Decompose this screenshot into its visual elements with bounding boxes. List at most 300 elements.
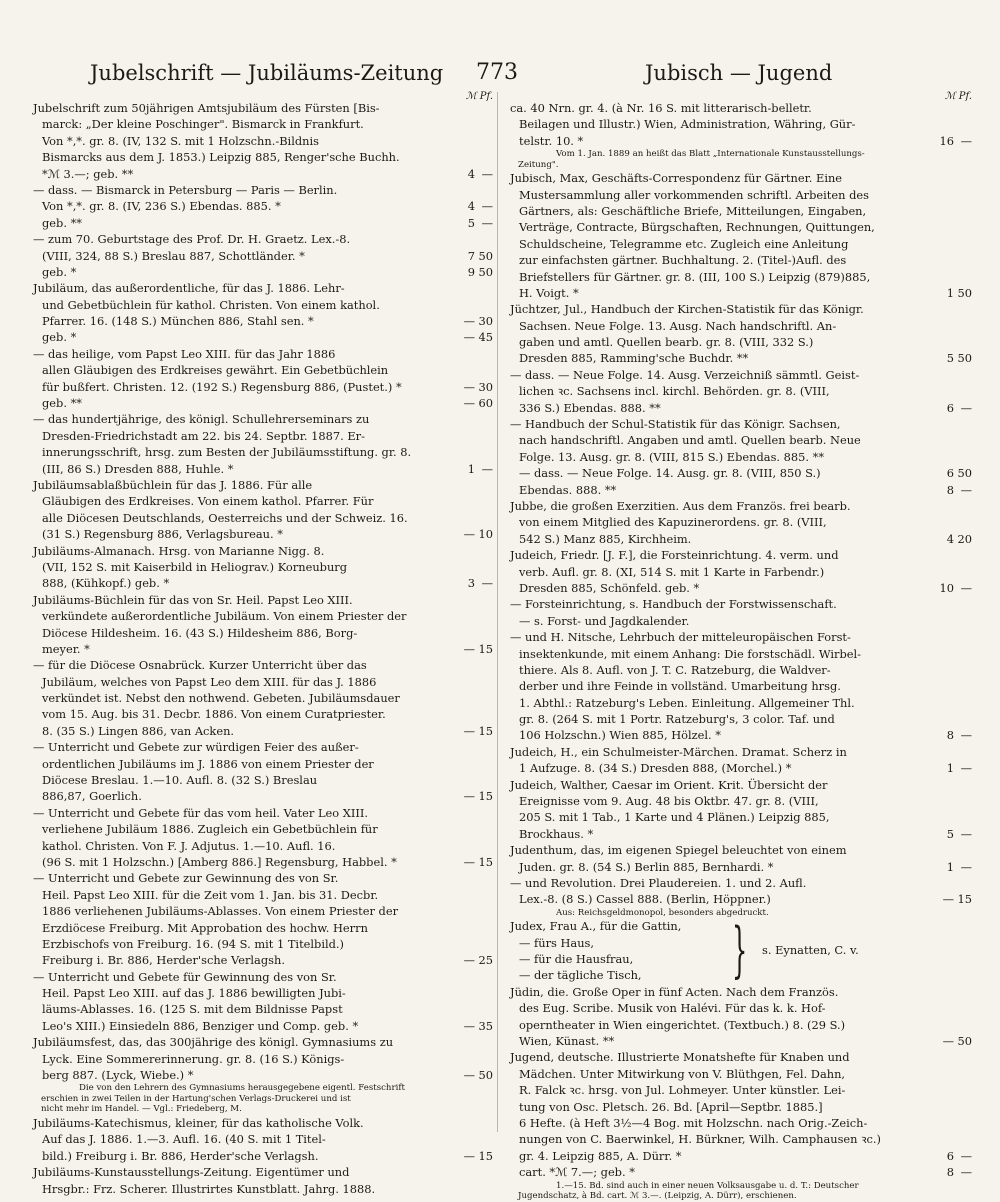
entry-line: [510, 350, 972, 366]
entry-text: (VII, 152 S. mit Kaiserbild in Heliograv.) Korneuburg: [42, 559, 348, 574]
entry-text: Gläubigen des Erdkreises. Von einem kathol. Pfarrer. Für: [42, 494, 374, 509]
entry-line: [510, 1066, 972, 1082]
entry-text: Erzbischofs von Freiburg. 16. (94 S. mit 1 Titelbild.): [42, 936, 344, 951]
entry-line: [33, 526, 493, 542]
price-pfennig: —: [960, 133, 972, 148]
entry-text: verliehene Jubiläum 1886. Zugleich ein Gebetbüchlein für: [42, 822, 378, 837]
entry-text: Erzdiöcese Freiburg. Mit Approbation des hochw. Herrn: [42, 920, 368, 935]
price-mark: —: [463, 953, 475, 968]
entry-text: — Unterricht und Gebete zur würdigen Feier des außer-: [33, 740, 359, 755]
entry-text: Ebendas. 888. **: [519, 482, 617, 497]
price-mark: —: [463, 396, 475, 411]
price-pfennig: 15: [478, 723, 493, 738]
entry-line: [33, 723, 493, 739]
entry-line: [510, 711, 972, 727]
entry-line: [510, 1049, 972, 1065]
entry-line: [510, 1148, 972, 1164]
entry-line: [33, 280, 493, 296]
entry-line: [510, 1115, 972, 1131]
entry-line: [510, 547, 972, 563]
price-pfennig: 15: [478, 641, 493, 656]
entry-text: Diöcese Hildesheim. 16. (43 S.) Hildesheim 886, Borg-: [42, 625, 358, 640]
entry-text: Jubiläumsfest, das, das 300jährige des königl. Gymnasiums zu: [33, 1035, 394, 1050]
entry-text: Leo's XIII.) Einsiedeln 886, Benziger und Comp. geb. *: [42, 1018, 359, 1033]
entry-text: zur einfachsten gärtner. Buchhaltung. 2. (Titel-)Aufl. des: [519, 253, 847, 268]
entry-text: Dresden 885, Schönfeld. geb. *: [519, 580, 700, 595]
entry-line: [33, 543, 493, 559]
price-pfennig: 25: [478, 953, 493, 968]
entry-line: [510, 891, 972, 907]
entry-text: — und H. Nitsche, Lehrbuch der mitteleuropäischen Forst-: [510, 630, 851, 645]
catalog-entry: [510, 915, 972, 986]
catalog-entry: [33, 543, 493, 592]
price: [435, 526, 493, 542]
entry-text: telstr. 10. *: [519, 133, 584, 148]
price: [435, 854, 493, 870]
entry-line: [33, 706, 493, 722]
entry-line: [510, 383, 972, 399]
price: [435, 575, 493, 591]
price: [914, 400, 972, 416]
price-mark: 8: [946, 1165, 954, 1180]
entry-line: [33, 1148, 493, 1164]
price-pfennig: 30: [478, 379, 493, 394]
entry-line: [33, 116, 493, 132]
entry-text: verkündete außerordentliche Jubiläum. Von einem Priester der: [42, 609, 407, 624]
entry-line: [33, 985, 493, 1001]
catalog-entry: [510, 367, 972, 416]
entry-line: [33, 510, 493, 526]
catalog-entry: [510, 301, 972, 367]
entry-text: — und Revolution. Drei Plaudereien. 1. und 2. Aufl.: [510, 875, 807, 890]
price: [435, 248, 493, 264]
price-pfennig: —: [960, 1165, 972, 1180]
price-mark: 7: [467, 248, 475, 263]
entry-text: Schuldscheine, Telegramme etc. Zugleich eine Anleitung: [519, 236, 849, 251]
entry-text: cart. *ℳ 7.—; geb. *: [519, 1165, 635, 1180]
entry-line: [510, 432, 972, 448]
price: [914, 531, 972, 547]
entry-line: [33, 821, 493, 837]
entry-text: Wien, Künast. **: [519, 1033, 615, 1048]
entry-line: [33, 887, 493, 903]
price-mark: —: [942, 1033, 954, 1048]
entry-text: allen Gläubigen des Erdkreises gewährt. Ein Gebetbüchlein: [42, 363, 389, 378]
price-pfennig: —: [960, 400, 972, 415]
entry-text: Judeich, H., ein Schulmeister-Märchen. Dramat. Scherz in: [510, 744, 847, 759]
entry-text: Jubiläums-Almanach. Hrsg. von Marianne Nigg. 8.: [33, 543, 325, 558]
entry-line: [33, 969, 493, 985]
catalog-entry: [510, 596, 972, 629]
price: [435, 395, 493, 411]
entry-line: [33, 313, 493, 329]
entry-text: des Eug. Scribe. Musik von Halévi. Für das k. k. Hof-: [519, 1001, 826, 1016]
entry-text: (96 S. mit 1 Holzschn.) [Amberg 886.] Regensburg, Habbel. *: [42, 854, 397, 869]
entry-text: Jubiläum, das außerordentliche, für das J. 1886. Lehr-: [33, 281, 345, 296]
entry-text: Verträge, Contracte, Bürgschaften, Rechnungen, Quittungen,: [519, 220, 875, 235]
entry-line: [510, 269, 972, 285]
price: [435, 723, 493, 739]
price-mark: —: [463, 1148, 475, 1163]
entry-line: [33, 903, 493, 919]
entry-text: 205 S. mit 1 Tab., 1 Karte und 4 Plänen.) Leipzig 885,: [519, 810, 830, 825]
price-pfennig: —: [960, 826, 972, 841]
entry-text: 106 Holzschn.) Wien 885, Hölzel. *: [519, 728, 721, 743]
entry-line: [510, 1033, 972, 1049]
entry-line: [33, 264, 493, 280]
price: [914, 1164, 972, 1180]
entry-line: [510, 133, 972, 149]
price-pfennig: 50: [957, 466, 972, 481]
price-pfennig: 10: [478, 527, 493, 542]
entry-line: [510, 613, 972, 629]
catalog-entry: [33, 592, 493, 658]
entry-text: gr. 8. (264 S. mit 1 Portr. Ratzeburg's, 3 color. Taf. und: [519, 712, 835, 727]
entry-line: [510, 580, 972, 596]
entry-line: [33, 575, 493, 591]
price-pfennig: 45: [478, 330, 493, 345]
entry-text: Judex, Frau A., für die Gattin,: [510, 919, 682, 934]
entry-text: Gärtners, als: Geschäftliche Briefe, Mitteilungen, Eingaben,: [519, 203, 867, 218]
price-pfennig: —: [481, 461, 493, 476]
price-pfennig: —: [960, 482, 972, 497]
price: [435, 788, 493, 804]
entry-text: nach handschriftl. Angaben und amtl. Quellen bearb. Neue: [519, 433, 861, 448]
price-pfennig: 35: [478, 1018, 493, 1033]
entry-text: Heil. Papst Leo XIII. auf das J. 1886 bewilligten Jubi-: [42, 986, 346, 1001]
entry-text: — fürs Haus,: [519, 935, 595, 950]
catalog-entry: [33, 100, 493, 182]
entry-line: [33, 182, 493, 198]
entry-text: Judeich, Walther, Caesar im Orient. Krit. Übersicht der: [510, 777, 828, 792]
entry-line: [33, 1115, 493, 1131]
entry-text: Freiburg i. Br. 886, Herder'sche Verlagsh.: [42, 953, 285, 968]
entry-line: [33, 346, 493, 362]
entry-text: (VIII, 324, 88 S.) Breslau 887, Schottländer. *: [42, 248, 305, 263]
price-mark: 5: [467, 215, 475, 230]
entry-line: [33, 625, 493, 641]
entry-text: Auf das J. 1886. 1.—3. Aufl. 16. (40 S. mit 1 Titel-: [42, 1132, 326, 1147]
entry-text: von einem Mitglied des Kapuzinerordens. gr. 8. (VIII,: [519, 515, 827, 530]
entry-line: [33, 1131, 493, 1147]
entry-text: 1 Aufzuge. 8. (34 S.) Dresden 888, (Morchel.) *: [519, 761, 792, 776]
entry-text: berg 887. (Lyck, Wiebe.) *: [42, 1068, 194, 1083]
entry-text: Jüchtzer, Jul., Handbuch der Kirchen-Statistik für das Königr.: [510, 302, 864, 317]
price-mark: 8: [946, 482, 954, 497]
entry-text: — Unterricht und Gebete für das vom heil. Vater Leo XIII.: [33, 805, 368, 820]
price-pfennig: 30: [478, 314, 493, 329]
price: [435, 1067, 493, 1083]
price: [914, 133, 972, 149]
page-header: [30, 58, 975, 88]
entry-line: [510, 793, 972, 809]
entry-line: [510, 100, 972, 116]
price: [435, 379, 493, 395]
price-pfennig: —: [960, 728, 972, 743]
price: [914, 465, 972, 481]
right-entries: [510, 100, 972, 1202]
price: [435, 329, 493, 345]
entry-line: [33, 297, 493, 313]
entry-line: [33, 1181, 493, 1197]
price: [914, 826, 972, 842]
entry-line: [510, 826, 972, 842]
catalog-entry: [510, 629, 972, 744]
entry-line: [510, 116, 972, 132]
entry-line: [33, 756, 493, 772]
entry-line: [33, 477, 493, 493]
price-pfennig: —: [481, 166, 493, 181]
entry-text: Jubiläums-Kunstausstellungs-Zeitung. Eigentümer und: [33, 1165, 350, 1180]
price-pfennig: 50: [957, 1033, 972, 1048]
entry-line: [510, 984, 972, 1000]
entry-line: [510, 646, 972, 662]
entry-line: [510, 596, 972, 612]
price-mark: —: [463, 1068, 475, 1083]
price: [435, 1148, 493, 1164]
entry-text: Jubiläum, welches von Papst Leo dem XIII. für das J. 1886: [42, 674, 377, 689]
entry-note: Zeitung".: [518, 159, 559, 170]
entry-line: [33, 215, 493, 231]
entry-text: — der tägliche Tisch,: [519, 968, 642, 983]
catalog-entry: [33, 477, 493, 543]
entry-text: — Forsteinrichtung, s. Handbuch der Forstwissenschaft.: [510, 597, 837, 612]
entry-text: — das hundertjährige, des königl. Schullehrerseminars zu: [33, 412, 370, 427]
entry-text: Ereignisse vom 9. Aug. 48 bis Oktbr. 47. gr. 8. (VIII,: [519, 794, 819, 809]
price-mark: 6: [946, 1148, 954, 1163]
brace-reference: s. Eynatten, C. v.: [762, 943, 859, 958]
price-mark: —: [463, 723, 475, 738]
entry-line: [510, 203, 972, 219]
entry-line: [33, 379, 493, 395]
entry-text: geb. *: [42, 330, 77, 345]
entry-line: [33, 248, 493, 264]
entry-line: [33, 608, 493, 624]
price: [914, 580, 972, 596]
entry-line: [33, 805, 493, 821]
price-pfennig: 50: [478, 248, 493, 263]
entry-line: [33, 657, 493, 673]
entry-line: [510, 170, 972, 186]
entry-line: [33, 198, 493, 214]
entry-line: [33, 1051, 493, 1067]
entry-line: [33, 100, 493, 116]
catalog-entry: [33, 805, 493, 871]
price-mark: 1: [467, 461, 475, 476]
catalog-entry: [33, 657, 493, 739]
price-pfennig: —: [481, 576, 493, 591]
price-mark: —: [463, 314, 475, 329]
price: [914, 760, 972, 776]
entry-text: 336 S.) Ebendas. 888. **: [519, 400, 661, 415]
catalog-entry: [510, 744, 972, 777]
price-mark: 9: [467, 264, 475, 279]
catalog-entry: [33, 969, 493, 1035]
entry-line: [33, 772, 493, 788]
price-mark: 6: [946, 400, 954, 415]
price-mark: 3: [467, 576, 475, 591]
entry-line: [510, 219, 972, 235]
entry-line: [510, 400, 972, 416]
entry-line: [33, 1164, 493, 1180]
entry-line: [33, 952, 493, 968]
entry-text: innerungsschrift, hrsg. zum Besten der Jubiläumsstiftung. gr. 8.: [42, 445, 412, 460]
catalog-entry: [33, 346, 493, 412]
entry-line: [33, 936, 493, 952]
price-pfennig: —: [960, 1148, 972, 1163]
price-pfennig: 50: [957, 351, 972, 366]
entry-note: Jugendschatz, à Bd. cart. ℳ 3.—. (Leipzig, A. Dürr), erschienen.: [518, 1191, 797, 1201]
entry-text: und Gebetbüchlein für kathol. Christen. Von einem kathol.: [42, 297, 380, 312]
price-mark: 5: [946, 351, 954, 366]
price-mark: —: [463, 330, 475, 345]
entry-text: verkündet ist. Nebst den nothwend. Gebeten. Jubiläumsdauer: [42, 691, 400, 706]
price-pfennig: 50: [478, 1068, 493, 1083]
price: [914, 727, 972, 743]
entry-text: insektenkunde, mit einem Anhang: Die forstschädl. Wirbel-: [519, 646, 861, 661]
entry-text: — Unterricht und Gebete zur Gewinnung des von Sr.: [33, 871, 339, 886]
entry-line: [33, 1001, 493, 1017]
price: [435, 215, 493, 231]
price-pfennig: 15: [478, 1148, 493, 1163]
entry-text: — dass. — Bismarck in Petersburg — Paris — Berlin.: [33, 182, 338, 197]
catalog-entry: [33, 231, 493, 280]
entry-text: bild.) Freiburg i. Br. 886, Herder'sche Verlagsh.: [42, 1148, 319, 1163]
entry-line: [510, 1017, 972, 1033]
entry-text: Jubbe, die großen Exerzitien. Aus dem Französ. frei bearb.: [510, 498, 851, 513]
entry-text: — dass. — Neue Folge. 14. Ausg. Verzeichniß sämmtl. Geist-: [510, 367, 860, 382]
entry-text: Lex.-8. (8 S.) Cassel 888. (Berlin, Höppner.): [519, 892, 771, 907]
entry-text: für bußfert. Christen. 12. (192 S.) Regensburg 886, (Pustet.) *: [42, 379, 402, 394]
entry-text: nungen von C. Baerwinkel, H. Bürkner, Wilh. Camphausen ꝛc.): [519, 1132, 881, 1147]
header-right-title: Jubisch — Jugend: [645, 61, 833, 85]
entry-text: Sachsen. Neue Folge. 13. Ausg. Nach handschriftl. An-: [519, 318, 837, 333]
entry-text: thiere. Als 8. Aufl. von J. T. C. Ratzeburg, die Waldver-: [519, 662, 831, 677]
entry-line: [510, 1082, 972, 1098]
entry-line: [510, 318, 972, 334]
entry-text: 1886 verliehenen Jubiläums-Ablasses. Von einem Priester der: [42, 904, 399, 919]
entry-line: [33, 444, 493, 460]
price: [435, 166, 493, 182]
entry-note: Vom 1. Jan. 1889 an heißt das Blatt „Internationale Kunstausstellungs-: [556, 149, 865, 160]
entry-line: [510, 1099, 972, 1115]
price-pfennig: —: [960, 580, 972, 595]
entry-line: [510, 187, 972, 203]
entry-line: [33, 854, 493, 870]
entry-line: [510, 449, 972, 465]
price: [435, 264, 493, 280]
entry-text: Dresden-Friedrichstadt am 22. bis 24. Septbr. 1887. Er-: [42, 428, 365, 443]
entry-line: [510, 629, 972, 645]
entry-text: geb. **: [42, 396, 82, 411]
entry-text: Folge. 13. Ausg. gr. 8. (VIII, 815 S.) Ebendas. 885. **: [519, 449, 825, 464]
price: [435, 641, 493, 657]
price-pfennig: 15: [957, 892, 972, 907]
catalog-entry: [33, 280, 493, 346]
entry-text: geb. *: [42, 264, 77, 279]
entry-line: [33, 674, 493, 690]
catalog-entry: [510, 547, 972, 596]
price: [435, 1018, 493, 1034]
entry-text: — zum 70. Geburtstage des Prof. Dr. H. Graetz. Lex.-8.: [33, 232, 351, 247]
catalog-entry: [33, 1034, 493, 1115]
entry-line: [33, 133, 493, 149]
catalog-entry: [33, 182, 493, 231]
price-pfennig: 60: [478, 396, 493, 411]
entry-text: Jubisch, Max, Geschäfts-Correspondenz für Gärtner. Eine: [510, 171, 843, 186]
entry-line: [33, 788, 493, 804]
entry-text: Judenthum, das, im eigenen Spiegel beleuchtet von einem: [510, 843, 847, 858]
entry-text: Briefstellers für Gärtner. gr. 8. (III, 100 S.) Leipzig (879)885,: [519, 269, 871, 284]
entry-text: Lyck. Eine Sommererinnerung. gr. 8. (16 S.) Königs-: [42, 1051, 345, 1066]
entry-text: marck: „Der kleine Poschinger". Bismarck in Frankfurt.: [42, 117, 364, 132]
price-mark: 10: [939, 580, 954, 595]
left-entries: [33, 100, 493, 1197]
entry-line: [33, 1034, 493, 1050]
price: [914, 285, 972, 301]
entry-text: Juden. gr. 8. (54 S.) Berlin 885, Bernhardi. *: [519, 859, 774, 874]
entry-text: Brockhaus. *: [519, 826, 594, 841]
price: [914, 891, 972, 907]
entry-text: vom 15. Aug. bis 31. Decbr. 1886. Von einem Curatpriester.: [42, 707, 386, 722]
entry-line: [33, 690, 493, 706]
price-mark: 1: [946, 761, 954, 776]
entry-line: [33, 493, 493, 509]
entry-line: [510, 564, 972, 580]
entry-line: [510, 760, 972, 776]
entry-text: Jubelschrift zum 50jährigen Amtsjubiläum des Fürsten [Bis-: [33, 101, 380, 115]
entry-text: — Handbuch der Schul-Statistik für das Königr. Sachsen,: [510, 417, 841, 432]
catalog-entry: [510, 875, 972, 918]
entry-text: H. Voigt. *: [519, 285, 579, 300]
price-pfennig: 50: [957, 285, 972, 300]
entry-line: [510, 842, 972, 858]
entry-line: [33, 411, 493, 427]
entry-line: [33, 838, 493, 854]
entry-line: [33, 1067, 493, 1083]
catalog-entry: [510, 842, 972, 875]
entry-line: [510, 514, 972, 530]
price: [914, 1033, 972, 1049]
entry-text: Judeich, Friedr. [J. F.], die Forsteinrichtung. 4. verm. und: [510, 548, 839, 563]
price-pfennig: —: [960, 761, 972, 776]
entry-text: kathol. Christen. Von F. J. Adjutus. 1.—10. Aufl. 16.: [42, 838, 336, 853]
entry-line: [510, 744, 972, 760]
entry-line: [510, 662, 972, 678]
currency-unit-right: ℳ Pf.: [944, 91, 972, 102]
entry-text: 888, (Kühkopf.) geb. *: [42, 576, 170, 591]
entry-text: Bismarcks aus dem J. 1853.) Leipzig 885, Renger'sche Buchh.: [42, 150, 400, 165]
catalog-entry: [33, 870, 493, 968]
catalog-entry: [33, 1164, 493, 1197]
entry-line: [510, 727, 972, 743]
header-left-title: Jubelschrift — Jubiläums-Zeitung: [90, 61, 444, 85]
entry-line: [33, 592, 493, 608]
catalog-entry: [510, 777, 972, 843]
entry-note: nicht mehr im Handel. — Vgl.: Friedeberg, M.: [41, 1104, 242, 1115]
price-mark: —: [463, 641, 475, 656]
price-mark: 8: [946, 728, 954, 743]
catalog-entry: [510, 1049, 972, 1201]
price-pfennig: 20: [957, 531, 972, 546]
entry-text: 6 Hefte. (à Heft 3½—4 Bog. mit Holzschn. nach Orig.-Zeich-: [519, 1115, 868, 1130]
entry-line: [33, 149, 493, 165]
entry-line: [510, 695, 972, 711]
entry-line: [510, 531, 972, 547]
entry-text: 8. (35 S.) Lingen 886, van Acken.: [42, 723, 235, 738]
entry-text: Mädchen. Unter Mitwirkung von V. Blüthgen, Fel. Dahn,: [519, 1066, 846, 1081]
entry-text: verb. Aufl. gr. 8. (XI, 514 S. mit 1 Karte in Farbendr.): [519, 564, 825, 579]
